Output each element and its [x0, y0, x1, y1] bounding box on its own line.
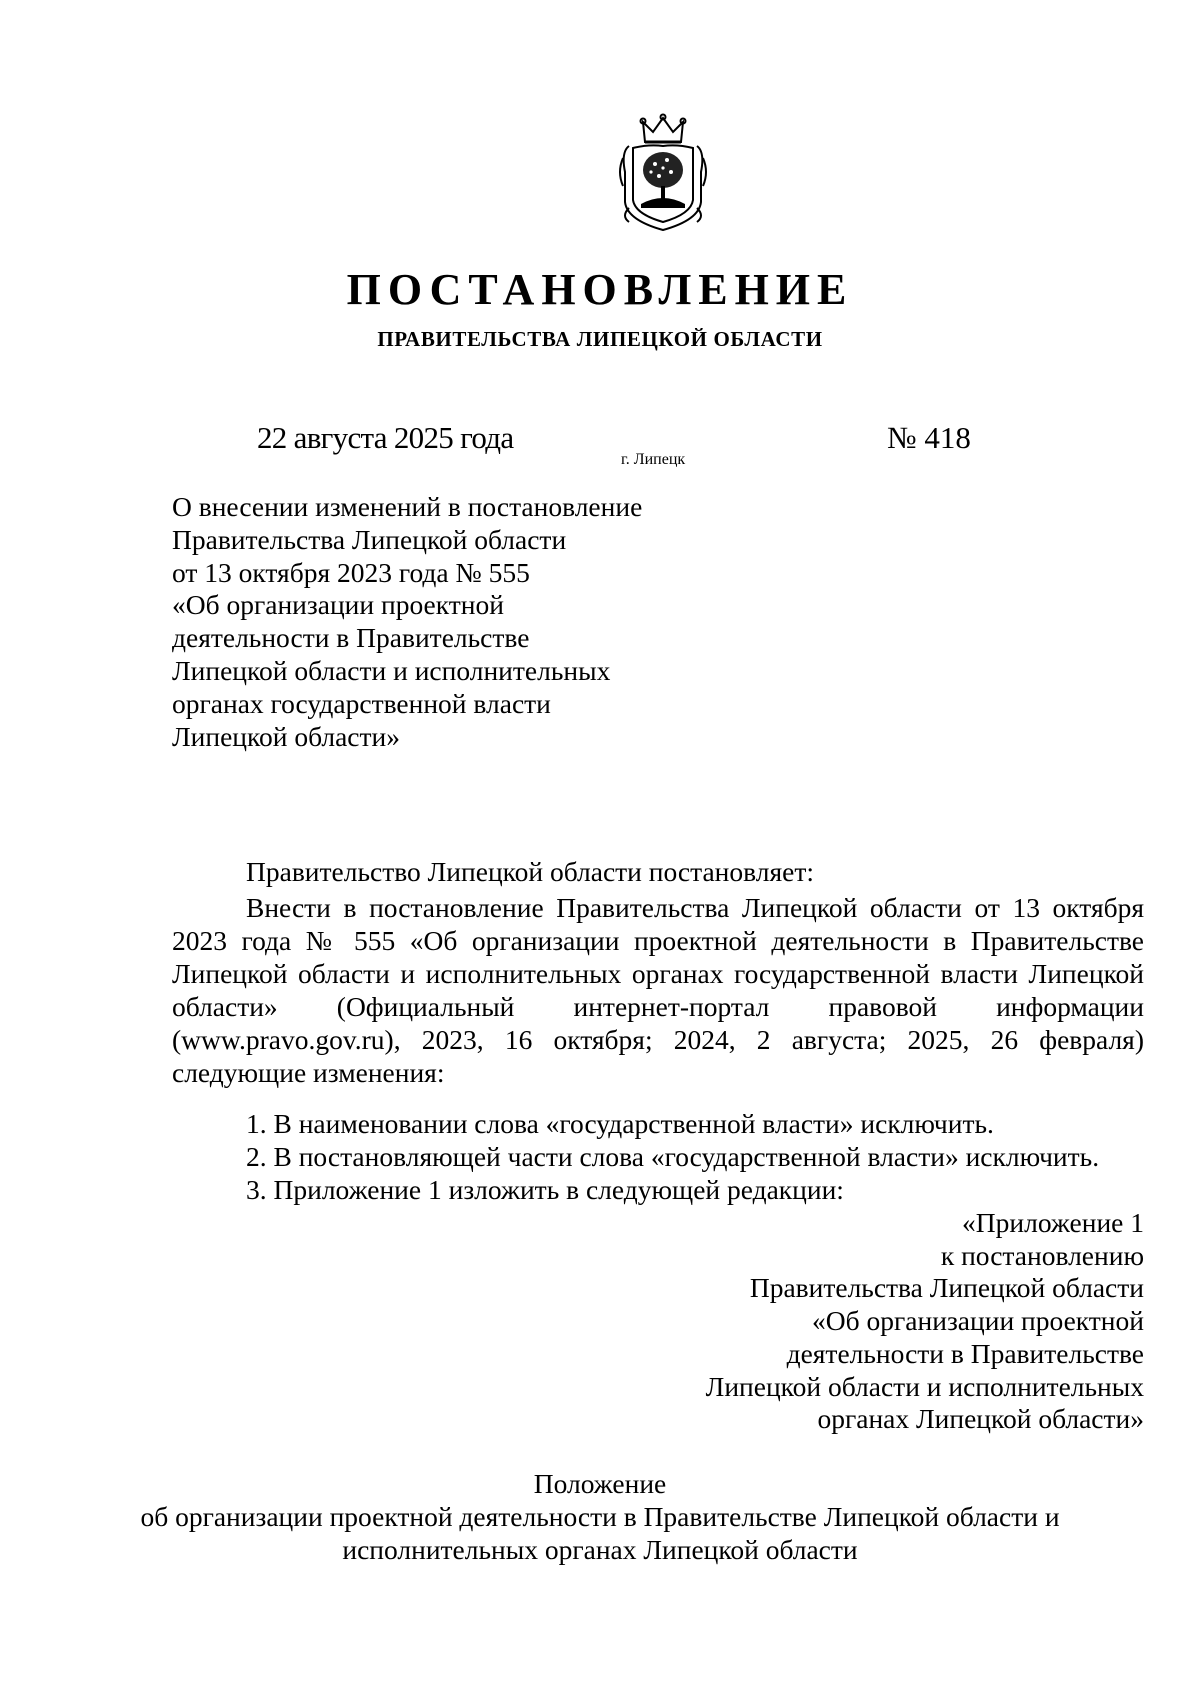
preamble: Правительство Липецкой области постановляет:	[246, 856, 815, 887]
list-item: 3. Приложение 1 изложить в следующей редакции:	[246, 1174, 844, 1205]
document-date: 22 августа 2025 года	[257, 420, 514, 455]
regulation-title: Положение об организации проектной деятельности в Правительстве Липецкой области и исполнительных органах Липецкой области	[140, 1468, 1060, 1565]
document-subject: О внесении изменений в постановление Правительства Липецкой области от 13 октября 2023 года № 555 «Об организации проектной деятельности в Правительстве Липецкой области и исполнительных органах государственной власти Липецкой области»	[172, 491, 643, 752]
amendments-list	[246, 1107, 1146, 1206]
main-paragraph: Внести в постановление Правительства Липецкой области от 13 октября 2023 года № 555 «Об организации проектной деятельности в Правительстве Липецкой области и исполнительных органах государственной власти Липецкой области» (Официальный интернет-портал правовой информации (www.pravo.gov.ru), 2023, 16 октября; 2024, 2 августа; 2025, 26 февраля) следующие изменения:	[172, 892, 1144, 1088]
list-item: 2. В постановляющей части слова «государственной власти» исключить.	[246, 1141, 1100, 1172]
annex-header: «Приложение 1 к постановлению Правительства Липецкой области «Об организации проектной деятельности в Правительстве Липецкой области и исполнительных органах Липецкой области»	[705, 1207, 1144, 1435]
document-city: г. Липецк	[621, 451, 686, 468]
list-item: 1. В наименовании слова «государственной власти» исключить.	[246, 1108, 994, 1139]
document-title: ПОСТАНОВЛЕНИЕ	[346, 265, 854, 314]
issuing-authority: ПРАВИТЕЛЬСТВА ЛИПЕЦКОЙ ОБЛАСТИ	[377, 327, 823, 351]
document-number: № 418	[887, 420, 971, 455]
coat-of-arms-icon	[615, 112, 711, 236]
